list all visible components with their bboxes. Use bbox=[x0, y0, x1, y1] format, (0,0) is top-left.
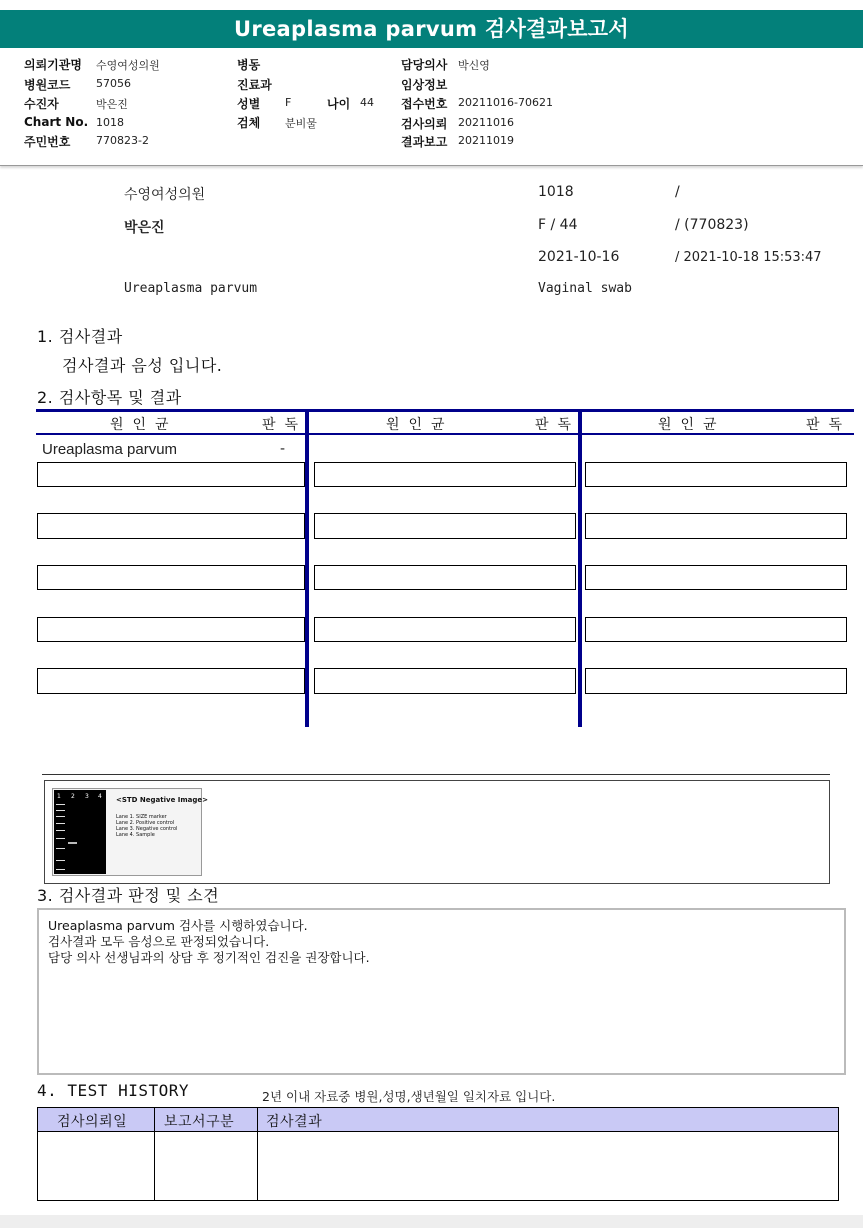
gel-legend-item: Lane 2. Positive control bbox=[116, 820, 175, 826]
result-cell bbox=[585, 668, 847, 694]
header-label: 검사의뢰 bbox=[401, 117, 448, 131]
header-value: 박신영 bbox=[458, 59, 490, 72]
result-cell bbox=[37, 617, 305, 642]
gel-legend-item: Lane 1. SIZE marker bbox=[116, 814, 167, 820]
age-label: 나이 bbox=[327, 97, 351, 111]
col-header-pathogen: 원인균 bbox=[658, 417, 726, 433]
section2-title: 2. 검사항목 및 결과 bbox=[37, 388, 182, 407]
result-cell bbox=[37, 462, 305, 487]
header-label: 접수번호 bbox=[401, 97, 448, 111]
result-pathogen-name: Ureaplasma parvum bbox=[42, 441, 178, 458]
gel-title: <STD Negative Image> bbox=[116, 796, 209, 804]
history-col-request-date: 검사의뢰일 bbox=[57, 1114, 128, 1130]
header-label: 병동 bbox=[237, 58, 261, 72]
header-value: 20211016 bbox=[458, 116, 514, 129]
section3-title: 3. 검사결과 판정 및 소견 bbox=[37, 886, 220, 905]
history-note: 2년 이내 자료중 병원,성명,생년월일 일치자료 입니다. bbox=[262, 1089, 556, 1104]
summary-specimen: Vaginal swab bbox=[538, 281, 632, 296]
gel-electrophoresis-image bbox=[54, 790, 106, 874]
result-cell bbox=[585, 565, 847, 590]
lane-number: 1 bbox=[57, 793, 61, 800]
opinion-line: 검사결과 모두 음성으로 판정되었습니다. bbox=[48, 934, 270, 949]
history-table-header bbox=[38, 1108, 838, 1132]
history-col-result: 검사결과 bbox=[266, 1114, 323, 1130]
column-divider bbox=[257, 1108, 258, 1200]
summary-sex-age: F / 44 bbox=[538, 217, 578, 233]
col-header-judgement: 판독 bbox=[535, 417, 581, 433]
lane-number: 2 bbox=[71, 793, 75, 800]
report-title: Ureaplasma parvum 검사결과보고서 bbox=[0, 10, 863, 48]
header-label: Chart No. bbox=[24, 115, 89, 129]
opinion-line: 담당 의사 선생님과의 상담 후 정기적인 검진을 권장합니다. bbox=[48, 950, 370, 965]
col-header-pathogen: 원인균 bbox=[110, 417, 178, 433]
section4-title: 4. TEST HISTORY bbox=[37, 1081, 189, 1100]
section1-title: 1. 검사결과 bbox=[37, 327, 123, 346]
summary-birth: / (770823) bbox=[675, 217, 749, 233]
header-value: 분비물 bbox=[285, 117, 317, 130]
header-value: 1018 bbox=[96, 116, 124, 129]
summary-request-date: 2021-10-16 bbox=[538, 249, 620, 265]
lane-number: 3 bbox=[85, 793, 89, 800]
divider bbox=[42, 774, 830, 775]
header-label: 주민번호 bbox=[24, 135, 71, 149]
header-label: 결과보고 bbox=[401, 135, 448, 149]
header-value: 20211016-70621 bbox=[458, 96, 553, 109]
result-cell bbox=[37, 513, 305, 539]
column-divider bbox=[154, 1108, 155, 1200]
result-cell bbox=[585, 617, 847, 642]
gel-legend-item: Lane 4. Sample bbox=[116, 832, 155, 838]
header-label: 진료과 bbox=[237, 78, 272, 92]
summary-test-name: Ureaplasma parvum bbox=[124, 281, 258, 296]
summary-hospital: 수영여성의원 bbox=[124, 187, 206, 203]
header-value: 770823-2 bbox=[96, 134, 149, 147]
header-value: F bbox=[285, 96, 292, 109]
header-panel bbox=[0, 48, 863, 166]
result-cell bbox=[314, 565, 576, 590]
summary-separator: / bbox=[675, 184, 680, 200]
result-cell bbox=[314, 617, 576, 642]
result-cell bbox=[585, 513, 847, 539]
table-column-divider bbox=[578, 409, 582, 727]
header-label: 성별 bbox=[237, 97, 261, 111]
result-cell bbox=[314, 513, 576, 539]
header-value: 수영여성의원 bbox=[96, 59, 160, 72]
opinion-box bbox=[37, 908, 846, 1075]
history-table bbox=[37, 1107, 839, 1201]
header-label: 의뢰기관명 bbox=[24, 58, 82, 72]
result-cell bbox=[314, 668, 576, 694]
col-header-judgement: 판독 bbox=[262, 417, 308, 433]
summary-chart-no: 1018 bbox=[538, 184, 574, 200]
header-label: 수진자 bbox=[24, 97, 59, 111]
result-judgement: - bbox=[280, 441, 286, 457]
gel-legend-item: Lane 3. Negative control bbox=[116, 826, 178, 832]
header-label: 검체 bbox=[237, 116, 261, 130]
opinion-line: Ureaplasma parvum 검사를 시행하였습니다. bbox=[48, 918, 308, 933]
result-cell bbox=[37, 565, 305, 590]
header-value: 박은진 bbox=[96, 98, 128, 111]
result-cell bbox=[585, 462, 847, 487]
header-label: 병원코드 bbox=[24, 78, 71, 92]
header-label: 담당의사 bbox=[401, 58, 448, 72]
summary-report-datetime: / 2021-10-18 15:53:47 bbox=[675, 250, 822, 265]
lane-number: 4 bbox=[98, 793, 102, 800]
header-label: 임상정보 bbox=[401, 78, 448, 92]
table-column-divider bbox=[305, 409, 309, 727]
col-header-judgement: 판독 bbox=[806, 417, 852, 433]
age-value: 44 bbox=[360, 96, 374, 109]
summary-patient: 박은진 bbox=[124, 220, 165, 236]
col-header-pathogen: 원인균 bbox=[386, 417, 454, 433]
history-col-report-type: 보고서구분 bbox=[164, 1114, 235, 1130]
result-cell bbox=[37, 668, 305, 694]
result-cell bbox=[314, 462, 576, 487]
header-value: 57056 bbox=[96, 77, 131, 90]
table-top-rule bbox=[36, 409, 854, 412]
page-footer-strip bbox=[0, 1215, 863, 1228]
header-value: 20211019 bbox=[458, 134, 514, 147]
section1-text: 검사결과 음성 입니다. bbox=[62, 356, 223, 375]
